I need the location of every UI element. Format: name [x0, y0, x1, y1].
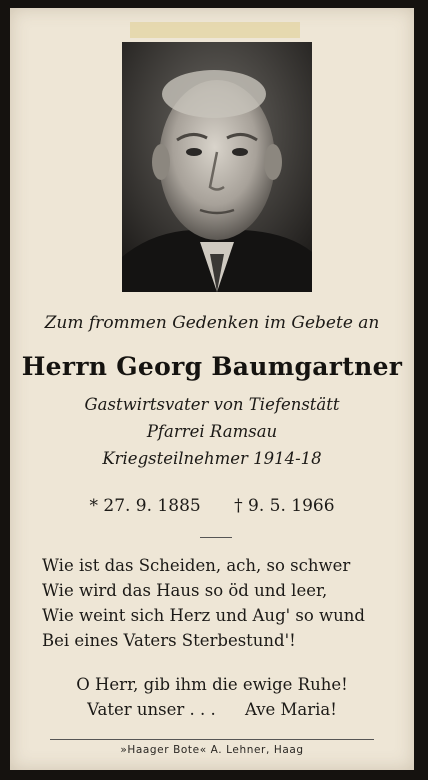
- portrait-photo: [122, 42, 312, 292]
- portrait-image: [122, 42, 312, 292]
- prayer-ave-maria: Ave Maria!: [244, 700, 337, 719]
- footer-rule: [50, 739, 374, 740]
- prayer-line: O Herr, gib ihm die ewige Ruhe!: [76, 675, 348, 694]
- verse-line: Wie weint sich Herz und Aug' so wund: [42, 606, 365, 625]
- deceased-name: Herrn Georg Baumgartner: [21, 352, 403, 381]
- verse-line: Wie ist das Scheiden, ach, so schwer: [42, 556, 351, 575]
- death-date: † 9. 5. 1966: [234, 496, 335, 516]
- verse-line: Wie wird das Haus so öd und leer,: [42, 581, 328, 600]
- tape-strip: [130, 22, 300, 38]
- war-service-line: Kriegsteilnehmer 1914-18: [102, 449, 322, 468]
- parish-line: Pfarrei Ramsau: [146, 422, 278, 441]
- intro-line: Zum frommen Gedenken im Gebete an: [44, 313, 380, 333]
- prayer-vater-unser: Vater unser . . .: [87, 700, 216, 719]
- closing-prayer: [10, 672, 414, 722]
- prayer-line: [10, 697, 414, 722]
- memorial-verse: [42, 553, 402, 653]
- printer-imprint: »Haager Bote« A. Lehner, Haag: [120, 744, 304, 756]
- birth-date: * 27. 9. 1885: [89, 496, 201, 516]
- verse-line: Bei eines Vaters Sterbestund'!: [42, 631, 296, 650]
- separator-rule: [200, 537, 232, 538]
- life-dates: [10, 496, 414, 516]
- memorial-card: [10, 8, 414, 770]
- occupation-line: Gastwirtsvater von Tiefenstätt: [84, 395, 340, 414]
